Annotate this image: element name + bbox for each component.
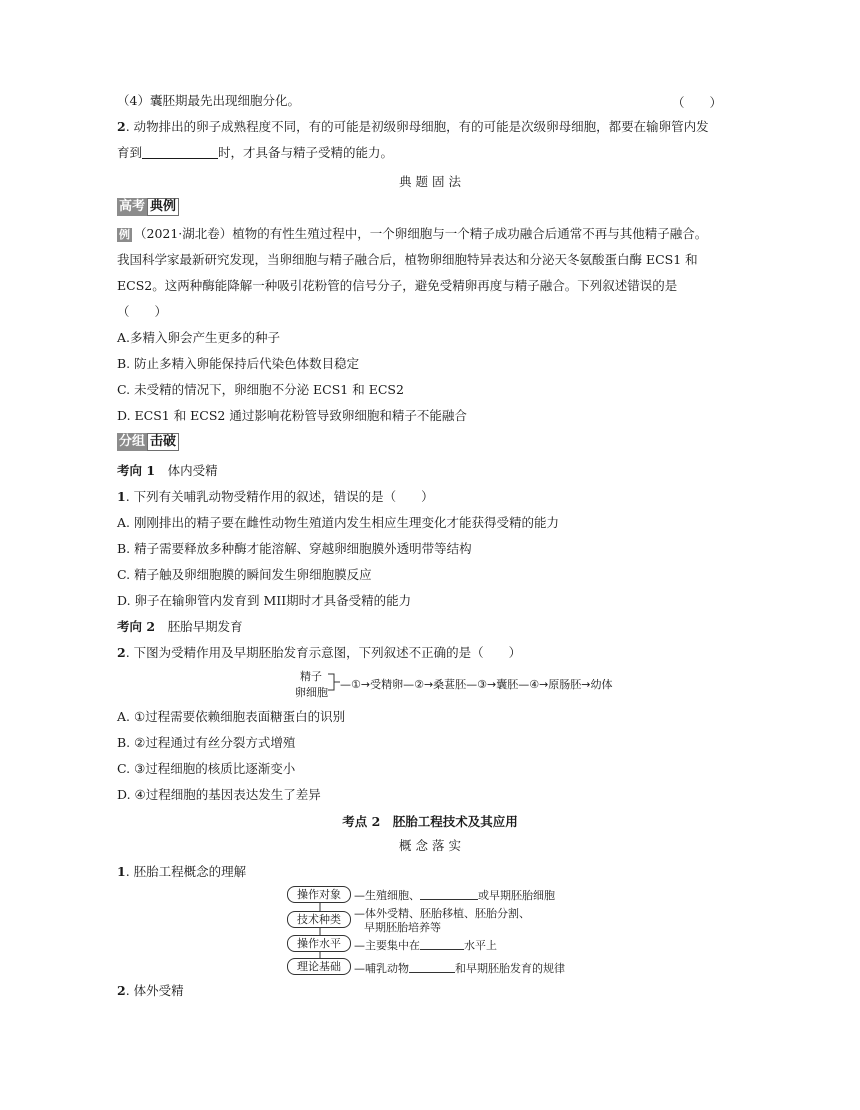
next-number: 2 <box>117 983 126 998</box>
concept-row-2a: —体外受精、胚胎移植、胚胎分割、 <box>354 907 530 920</box>
concept-title <box>117 864 246 880</box>
section2-heading: 考点 2 胚胎工程技术及其应用 <box>342 814 518 829</box>
q2-text-a: 育到 <box>117 145 143 160</box>
q4-answer-paren: （ ） <box>672 95 723 110</box>
tag-right: 击破 <box>147 433 179 451</box>
next-title <box>117 983 184 999</box>
row-text-a: —主要集中在 <box>354 939 420 952</box>
flow-sperm: 精子 <box>300 670 322 683</box>
concept-row-3 <box>354 937 497 953</box>
concept-box-level: 操作水平 <box>287 935 351 952</box>
section-title-dianti: 典 题 固 法 <box>399 174 461 189</box>
q2-text-b: 时，才具备与精子受精的能力。 <box>218 145 394 160</box>
flow-egg: 卵细胞 <box>295 686 328 699</box>
direction-2 <box>117 619 243 635</box>
example-option-b[interactable]: B. 防止多精入卵能保持后代染色体数目稳定 <box>117 356 360 371</box>
example-option-d[interactable]: D. ECS1 和 ECS2 通过影响花粉管导致卵细胞和精子不能融合 <box>117 408 467 423</box>
q2-line2 <box>117 145 393 161</box>
row-text-a: —哺乳动物 <box>354 962 409 975</box>
concept-row-2b: 早期胚胎培养等 <box>364 921 441 934</box>
flow-bracket <box>328 672 340 694</box>
direction-label: 考向 1 <box>117 463 156 478</box>
q2b-option-c[interactable]: C. ③过程细胞的核质比逐渐变小 <box>117 761 296 776</box>
example-icon: 例 <box>119 228 130 241</box>
row-text-b: 水平上 <box>464 939 497 952</box>
q1-number: 1 <box>117 489 126 504</box>
q2b-option-a[interactable]: A. ①过程需要依赖细胞表面糖蛋白的识别 <box>117 709 346 724</box>
row-text-b: 或早期胚胎细胞 <box>478 889 555 902</box>
q1-option-c[interactable]: C. 精子触及卵细胞膜的瞬间发生卵细胞膜反应 <box>117 567 372 582</box>
q1-stem <box>117 489 434 505</box>
example-option-a[interactable]: A.多精入卵会产生更多的种子 <box>117 330 281 345</box>
q2b-option-d[interactable]: D. ④过程细胞的基因表达发生了差异 <box>117 787 321 802</box>
q1-option-a[interactable]: A. 刚刚排出的精子要在雌性动物生殖道内发生相应生理变化才能获得受精的能力 <box>117 515 559 530</box>
concept-row-1 <box>354 887 555 903</box>
concept-box-object: 操作对象 <box>287 886 351 903</box>
q1-option-d[interactable]: D. 卵子在输卵管内发育到 MII期时才具备受精的能力 <box>117 593 412 608</box>
q1-stem-text: . 下列有关哺乳动物受精作用的叙述，错误的是（ ） <box>125 489 434 504</box>
gaokao-example-tag <box>117 198 179 216</box>
group-breakthrough-tag <box>117 433 179 451</box>
q1-option-b[interactable]: B. 精子需要释放多种酶才能溶解、穿越卵细胞膜外透明带等结构 <box>117 541 472 556</box>
q2b-number: 2 <box>117 645 126 660</box>
concept-row-4 <box>354 960 565 976</box>
q2b-stem <box>117 645 521 661</box>
row-text-a: —生殖细胞、 <box>354 889 420 902</box>
blank[interactable] <box>409 962 455 973</box>
tag-right: 典例 <box>147 198 179 216</box>
q2-number: 2 <box>117 119 126 134</box>
q2-blank[interactable] <box>142 146 218 159</box>
example-line-4: （ ） <box>117 304 168 319</box>
direction-title: 体内受精 <box>167 463 218 478</box>
example-option-c[interactable]: C. 未受精的情况下，卵细胞不分泌 ECS1 和 ECS2 <box>117 382 404 397</box>
flow-chain: —①→受精卵—②→桑葚胚—③→囊胚—④→原肠胚→幼体 <box>340 678 613 691</box>
concept-box-theory: 理论基础 <box>287 958 351 975</box>
row-text-b: 和早期胚胎发育的规律 <box>455 962 565 975</box>
direction-1 <box>117 463 218 479</box>
next-title-text: . 体外受精 <box>125 983 184 998</box>
q2-text: . 动物排出的卵子成熟程度不同，有的可能是初级卵母细胞，有的可能是次级卵母细胞，都要在输卵管内发 <box>125 119 709 134</box>
section2-subtitle: 概 念 落 实 <box>399 838 461 853</box>
blank[interactable] <box>420 939 464 950</box>
example-line-3: ECS2。这两种酶能降解一种吸引花粉管的信号分子，避免受精卵再度与精子融合。下列叙述错误的是 <box>117 278 678 293</box>
q2-line1 <box>117 119 709 135</box>
example-line-1 <box>117 226 707 242</box>
direction-label: 考向 2 <box>117 619 156 634</box>
q2b-stem-text: . 下图为受精作用及早期胚胎发育示意图，下列叙述不正确的是（ ） <box>125 645 522 660</box>
blank[interactable] <box>420 889 478 900</box>
concept-number: 1 <box>117 864 126 879</box>
direction-title: 胚胎早期发育 <box>167 619 243 634</box>
concept-box-types: 技术种类 <box>287 911 351 928</box>
example-line-2: 我国科学家最新研究发现，当卵细胞与精子融合后，植物卵细胞特异表达和分泌天冬氨酸蛋白酶 ECS1 和 <box>117 252 698 267</box>
concept-connector <box>318 903 322 959</box>
q4-statement: （4）囊胚期最先出现细胞分化。 <box>117 93 300 108</box>
example-text-1: （2021·湖北卷）植物的有性生殖过程中，一个卵细胞与一个精子成功融合后通常不再与其他精子融合。 <box>134 226 708 241</box>
tag-left: 高考 <box>119 199 146 214</box>
q2b-option-b[interactable]: B. ②过程通过有丝分裂方式增殖 <box>117 735 296 750</box>
tag-left: 分组 <box>119 434 146 449</box>
concept-title-text: . 胚胎工程概念的理解 <box>125 864 247 879</box>
